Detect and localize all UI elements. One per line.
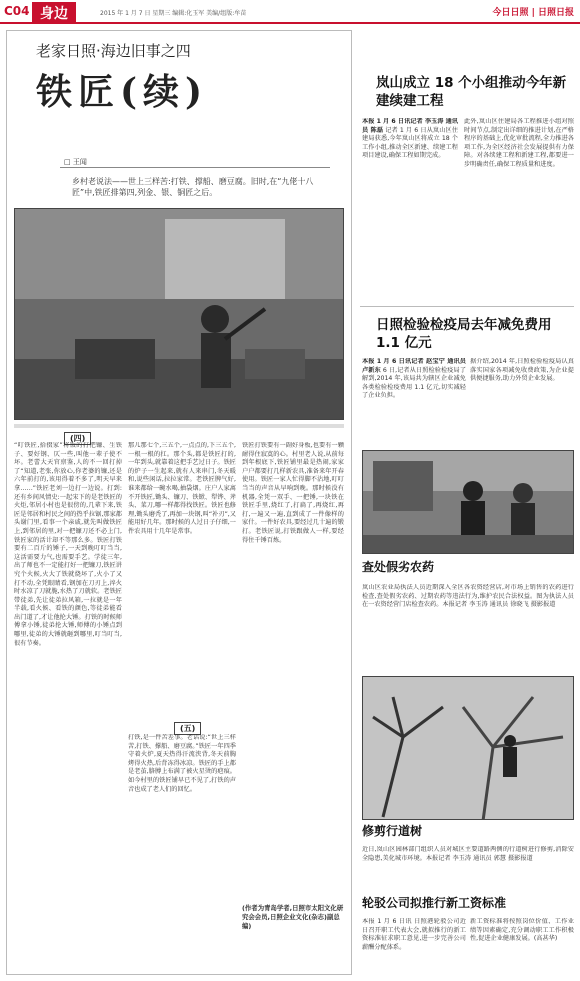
feature-column-2a: 那儿那七个,三五个,一点点的,下三五个,一根一根的扛。那个头,都是铁匠打的,一年到头,就靠着这把手艺过日子。铁匠的炉子一生起来,就有人来串门,冬天暖和,说些闲话,拉拉家常。老铁匠脾气好,谁来都给一碗水喝,抽袋烟。庄户人家离不开铁匠,锄头、镰刀、铁锨、犁铧、斧头、菜刀,哪一样都得找铁匠。铁匠也修理,锄头磨秃了,再加一块钢,叫“补刃”,又能用好几年。那时候的人过日子仔细,一件农具用十几年是常事。: [128, 442, 236, 535]
tree-pruning-photo: [362, 676, 574, 820]
article-1-headline: 岚山成立 18 个小组推动今年新建续建工程: [376, 75, 567, 109]
pruning-illustration: [363, 677, 574, 820]
feature-column-2b: 打铁,是一件苦差事。老话说:“世上三样苦,打铁、撑船、磨豆腐。”铁匠一年四季守着火炉,夏天热得汗流浃背,冬天前胸烤得火热,后背冻得冰凉。铁匠的手上都是老茧,胳膊上布满了被火星烫的疤痕。如今村里的铁匠铺早已不见了,打铁的声音也成了老人们的回忆。: [128, 734, 236, 793]
feature-byline: □ 王闻: [64, 158, 87, 166]
photo-2-body: 岚山区农业局执法人员近期深入全区各农资经营店,对市场上销售的农药进行检查,查处假劣农药、过期农药等违法行为,维护农民合法权益。图为执法人员在一农资经营门店检查农药。本报记者 李玉涛 通讯员 徐晓飞 摄影报道: [362, 584, 574, 609]
issue-meta: 2015 年 1 月 7 日 星期三 编辑:化玉军 美编/组版:牟苗: [100, 10, 247, 17]
page-number: C04: [4, 4, 30, 18]
section-label: 身边: [32, 2, 76, 22]
installment-marker-4: (四): [64, 432, 91, 445]
article-2-byline: 本报 1 月 6 日讯记者 赵宝宁 通讯员 卢新东: [362, 358, 466, 374]
article-divider: [360, 306, 574, 307]
feature-kicker: 老家日照·海边旧事之四: [36, 42, 191, 60]
feature-column-3: 铁匠打铁要有一副好身板,也要有一颗耐得住寂寞的心。村里老人说,从前每到年根底下,铁匠铺里最是热闹,家家户户都要打几样新农具,准备来年开春使用。铁匠一家人忙得脚不沾地,叮叮当当的声音从早响到晚。那时候没有机器,全凭一双手、一把锤,一块铁在铁匠手里,烧红了,打扁了,再烧红,再打,一遍又一遍,直到成了一件像样的家什。一件好农具,要经过几十遍的锻打。老铁匠说,打铁跟做人一样,要经得住千锤百炼。: [242, 442, 344, 544]
article-2-body-2: 据介绍,2014 年,日照检验检疫局认真落实国家各项减免收费政策,为企业提供便捷服务,助力外贸企业发展。: [470, 358, 574, 383]
article-1-body-2: 此外,岚山区住建局各工程推进小组对照时间节点,制定出详细的推进计划,在严格程序的基础上,优化审批流程,全力推进各项工作,为全区经济社会发展提供有力保障。对各续建工程和新建工程,都要进一步明确责任,确保工程质量和进度。: [464, 118, 574, 168]
photo-2-caption: 查处假劣农药: [362, 560, 435, 574]
article-5-body-2: 新工资标准将按照岗位价值、工作业绩等因素确定,充分调动职工工作积极性,促进企业健康发展。(高甚华): [470, 918, 574, 943]
pesticide-inspection-photo: [362, 450, 574, 554]
masthead: 今日日照 | 日照日报: [492, 8, 574, 18]
feature-column-1: “叮铁匠,拾掇家”将饭的打把镰、生铁子、要好钢、仄一些,叫他一辈子使不坏。老蕾大天官禀鉴,人的不一回打掉了“知道,老张,你放心,你老婆的镰,还是六年前打的,该用得着不多了,明天早来拿……”铁匠老刘一边打一边说。打到:还有乡间风情史:一起宋下的是老铁匠的火炬,邻居小村也是很傍的,几辈下来,铁匠是邻居和村民之间的热乎拉锯,那家都头谢门里,看事一个亲戚,就先叫做铁匠上,到邻居的里,对一把镰刀还不必上门,铁匠家的活计却不等那么多。铁匠打铁要有二百斤的锤子,一天到晚叮叮当当,这活需要力气,也需要手艺。学徒三年,出了师也不一定能打好一把镰刀,铁匠讲究个火候,火大了铁就烧坏了,火小了又打不动,全凭眼睛看,钢加在刀刃上,淬火时水凉了刀就脆,水热了刀就软。老铁匠带徒弟,先让徒弟拉风箱,一拉就是一年半载,看火候、看铁的颜色,等徒弟能看出门道了,才让他抡大锤。打铁的时候师傅拿小锤,徒弟抡大锤,师傅的小锤点到哪里,徒弟的大锤就砸到哪里,叮当叮当,很有节奏。: [14, 442, 122, 647]
article-1-body-1: 记者 1 月 6 日从岚山区住建局获悉,今年岚山区将成立 18 个工作小组,推动全区新建、续建工程项目建设,确保工程如期完成。: [362, 126, 458, 160]
blacksmith-photo: [14, 208, 344, 420]
photo-3-caption: 修剪行道树: [362, 824, 423, 838]
article-5-body-1: 本报 1 月 6 日讯 日照港轮驳公司近日召开职工代表大会,就拟推行的新工资标准征求职工意见,进一步完善公司薪酬分配体系。: [362, 918, 466, 951]
installment-marker-5: (五): [174, 722, 201, 735]
inspection-illustration: [363, 451, 574, 554]
feature-subtitle: 乡村老说法——世上三样苦:打铁、撑船、磨豆腐。旧时,在“九佬十八匠”中,铁匠排第四,列金、银、铜匠之后。: [72, 177, 314, 197]
article-2-headline: 日照检验检疫局去年减免费用 1.1 亿元: [376, 317, 552, 351]
article-5-headline: 轮驳公司拟推行新工资标准: [362, 896, 507, 910]
byline-divider: [60, 167, 330, 168]
photo-divider: [14, 424, 344, 428]
author-note: (作者为青岛学者,日照市太阳文化研究会会员,日照企业文化(杂志)副总编): [242, 904, 344, 930]
blacksmith-illustration: [15, 209, 344, 420]
article-2-body-1: 6 日,记者从日照检验检疫局了解到,2014 年,该局共为辖区企业减免各类检验检疫费用 1.1 亿元,切实减轻了企业负担。: [362, 366, 466, 400]
photo-3-body: 近日,岚山区园林部门组织人员对城区主要道路两侧的行道树进行修剪,消除安全隐患,美化城市环境。本报记者 李玉涛 通讯员 郭慧 摄影报道: [362, 846, 574, 862]
article-1-byline: 本报 1 月 6 日讯记者 李玉涛 通讯员 陈磊: [362, 118, 458, 134]
feature-title: 铁匠(续): [36, 71, 209, 113]
